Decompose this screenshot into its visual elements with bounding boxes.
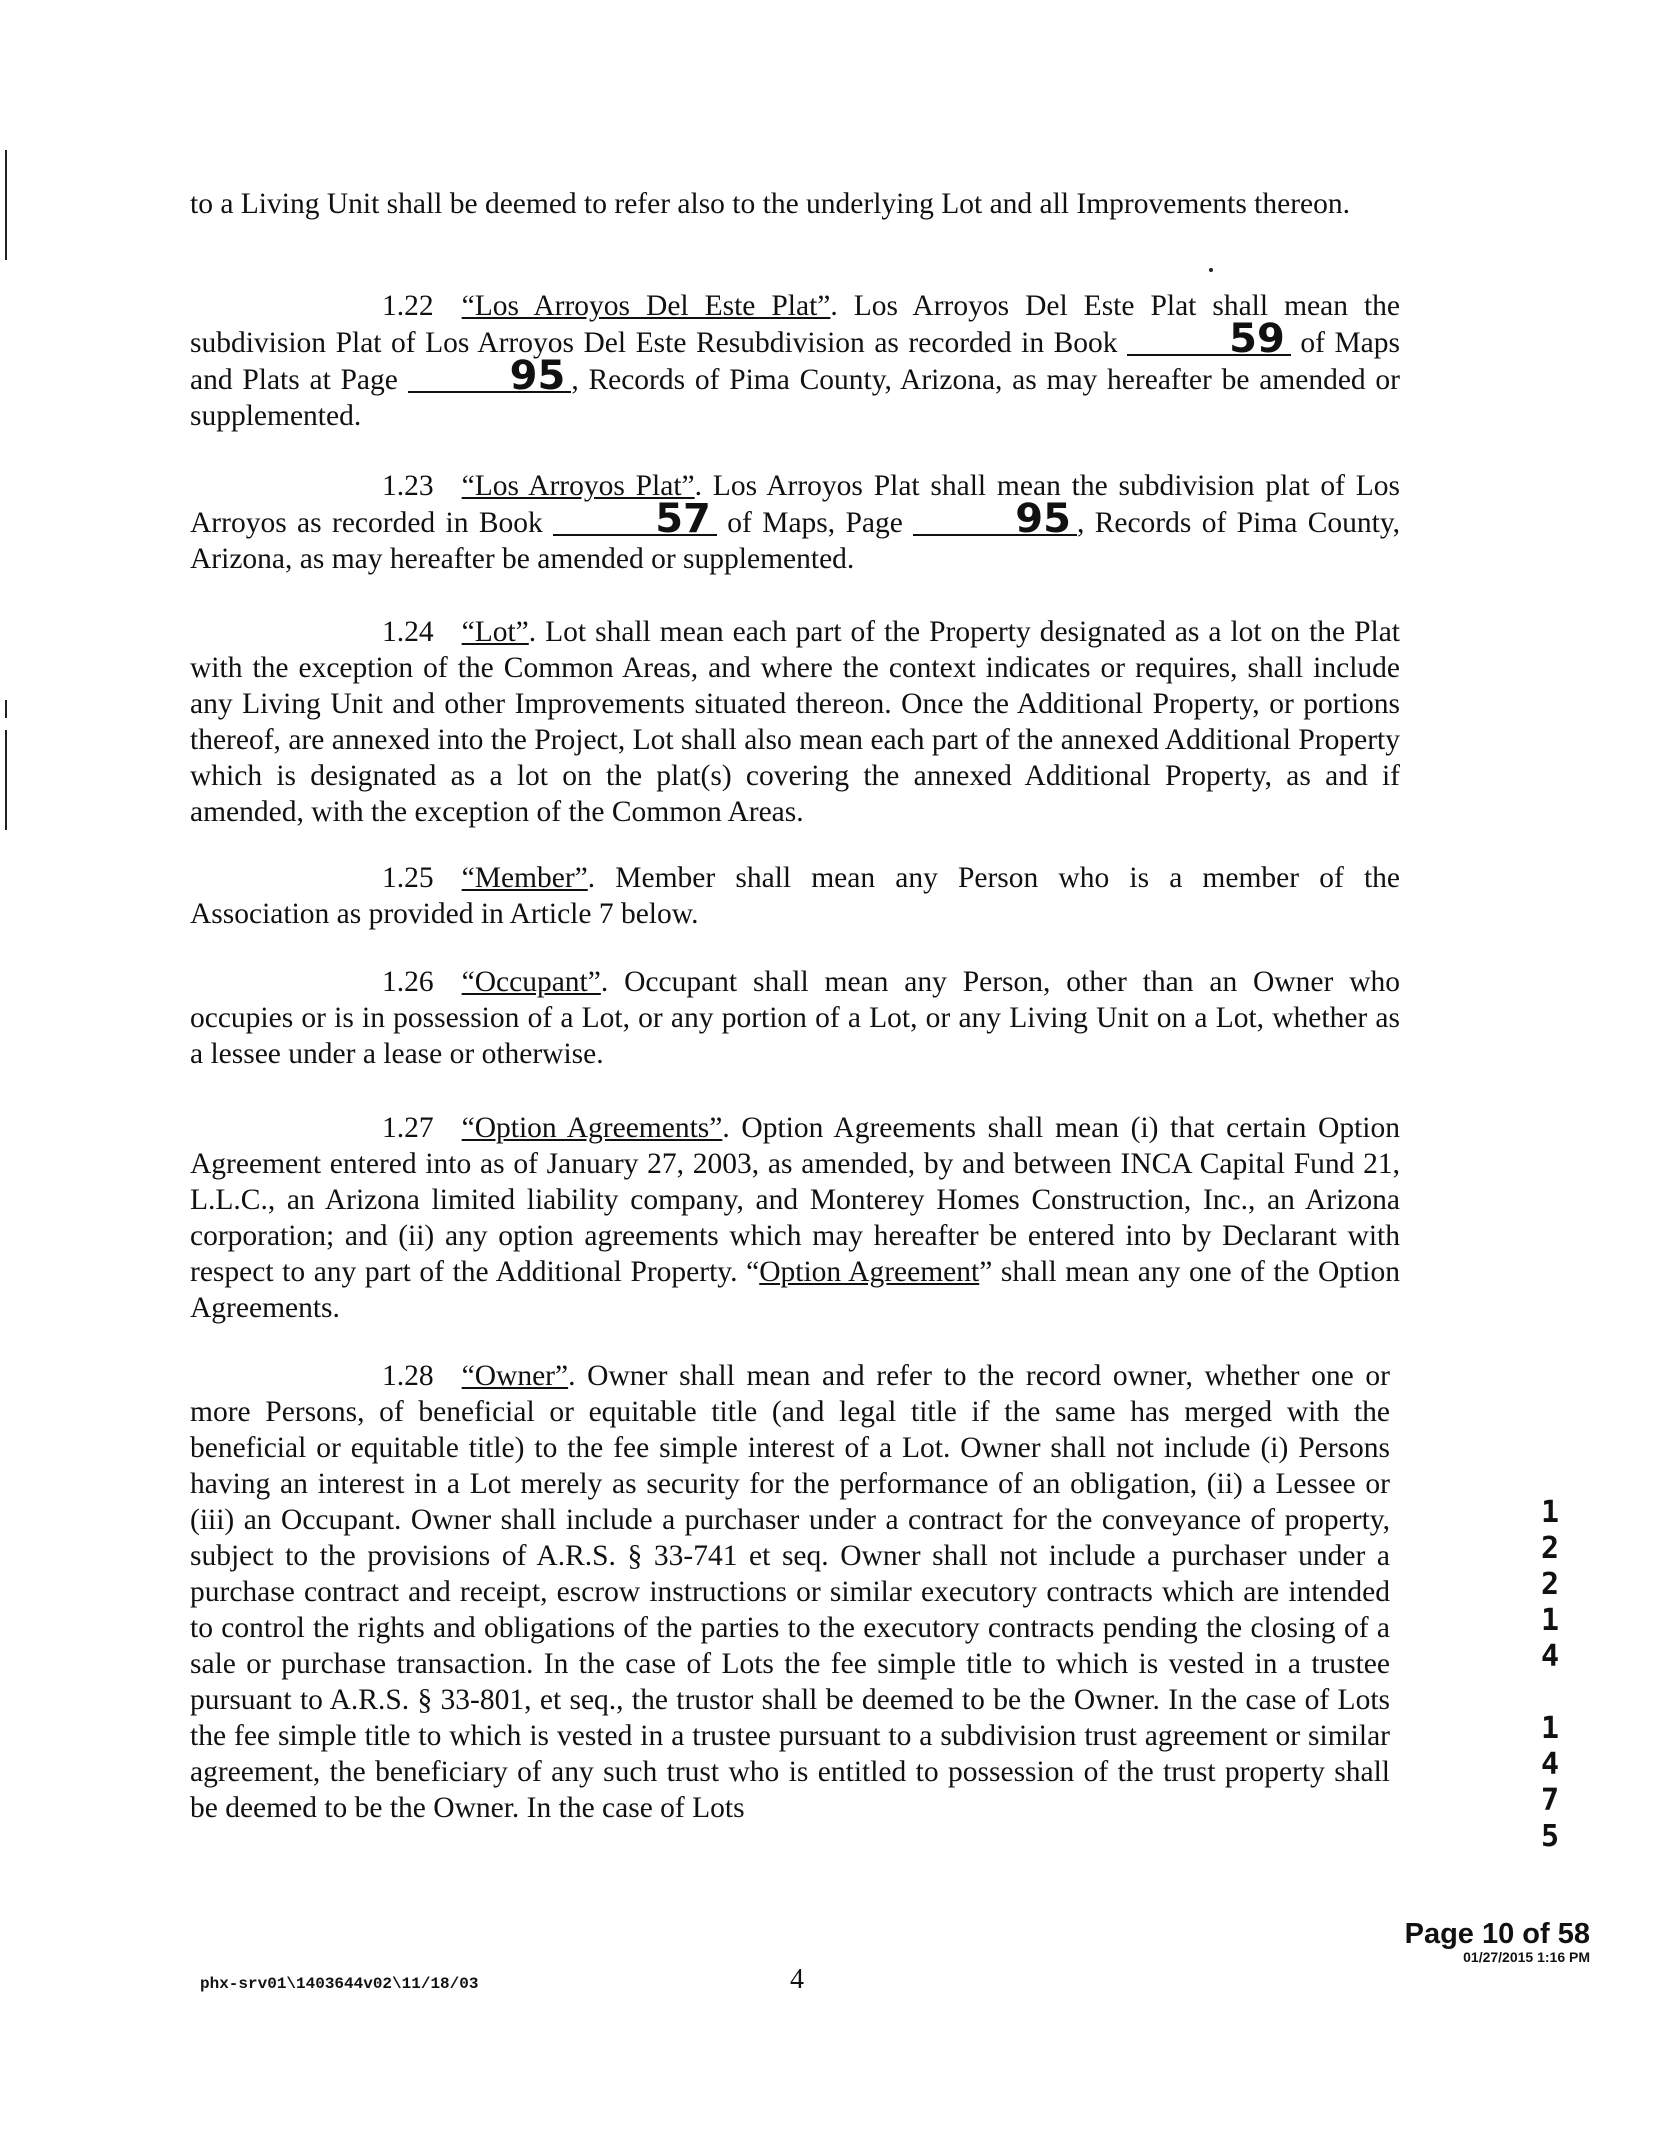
paragraph-text: to a Living Unit shall be deemed to refer also to the underlying Lot and all Improvements thereon. bbox=[190, 188, 1351, 220]
recording-number-vertical bbox=[1530, 1495, 1570, 1855]
paragraph-text: of Maps and Plats at Page bbox=[190, 327, 1400, 396]
defined-term: “Occupant” bbox=[461, 966, 601, 998]
paragraph-1-28 bbox=[190, 1358, 1390, 1826]
paragraph-1-27 bbox=[190, 1110, 1400, 1326]
paragraph-text: . Member shall mean any Person who is a member of the Association as provided in Article 7 below. bbox=[190, 862, 1400, 930]
document-id: phx-srv01\1403644v02\11/18/03 bbox=[200, 1975, 479, 1993]
recording-digit: 1 bbox=[1540, 1711, 1560, 1746]
page-number: 4 bbox=[790, 1964, 804, 1995]
page-of-label: Page 10 of 58 bbox=[1404, 1918, 1590, 1950]
paragraph-text: ” shall mean any one of the Option Agreements. bbox=[190, 1256, 1400, 1324]
paragraph-text: , Records of Pima County, Arizona, as may hereafter be amended or supplemented. bbox=[190, 507, 1401, 575]
defined-term: “Los Arroyos Plat” bbox=[461, 470, 695, 502]
paragraph-1-25 bbox=[190, 860, 1400, 932]
page-stamp bbox=[1390, 1918, 1590, 1965]
paragraph-continuation bbox=[190, 186, 1400, 222]
recording-digit: 4 bbox=[1540, 1639, 1560, 1674]
defined-term: “Member” bbox=[461, 862, 588, 894]
handwritten-book-number: 59 bbox=[1127, 324, 1291, 356]
recording-digit: 4 bbox=[1540, 1747, 1560, 1782]
paragraph-text: . Los Arroyos Plat shall mean the subdivision plat of Los Arroyos as recorded in Book bbox=[190, 470, 1400, 539]
recording-digit: 7 bbox=[1540, 1783, 1560, 1818]
paragraph-1-23 bbox=[190, 468, 1400, 577]
handwritten-page-number: 95 bbox=[913, 504, 1077, 536]
paragraph-1-22 bbox=[190, 288, 1400, 434]
scan-speck bbox=[1209, 268, 1213, 272]
paragraph-1-26 bbox=[190, 964, 1400, 1072]
recording-digit: 1 bbox=[1540, 1603, 1560, 1638]
recording-digit: 5 bbox=[1540, 1819, 1560, 1854]
section-number: 1.23 bbox=[382, 470, 434, 502]
handwritten-page-number: 95 bbox=[408, 361, 572, 393]
paragraph-text: . Owner shall mean and refer to the record owner, whether one or more Persons, of beneficial or equitable title (and legal title if the same has merged with the beneficial or equitable title) to the fee simple interest of a Lot. Owner shall not include (i) Persons having an interest in a Lot merely as security for the performance of an obligation, (ii) a Lessee or (iii) an Occupant. Owner shall include a purchaser under a contract for the conveyance of property, subject to the provisions of A.R.S. § 33-741 et seq. Owner shall not include a purchaser under a purchase contract and receipt, escrow instructions or similar executory contracts which are intended to control the rights and obligations of the parties to the executory contracts pending the closing of a sale or purchase transaction. In the case of Lots the fee simple title to which is vested in a trustee pursuant to A.R.S. § 33-801, et seq., the trustor shall be deemed to be the Owner. In the case of Lots the fee simple title to which is vested in a trustee pursuant to a subdivision trust agreement or similar agreement, the beneficiary of any such trust who is entitled to possession of the trust property shall be deemed to be the Owner. In the case of Lots bbox=[190, 1360, 1390, 1824]
paragraph-1-24 bbox=[190, 614, 1400, 830]
defined-term: “Option Agreements” bbox=[461, 1112, 723, 1144]
paragraph-text: . Los Arroyos Del Este Plat shall mean the subdivision Plat of Los Arroyos Del Este Resubdivision as recorded in Book bbox=[190, 290, 1400, 359]
section-number: 1.24 bbox=[382, 616, 434, 648]
defined-term: “Owner” bbox=[461, 1360, 569, 1392]
recording-digit: 2 bbox=[1540, 1567, 1560, 1602]
section-number: 1.28 bbox=[382, 1360, 434, 1392]
scan-margin-line bbox=[5, 150, 7, 260]
section-number: 1.22 bbox=[382, 290, 434, 322]
paragraph-text: , Records of Pima County, Arizona, as may hereafter be amended or supplemented. bbox=[190, 364, 1401, 432]
defined-term: “Lot” bbox=[461, 616, 529, 648]
paragraph-text: of Maps, Page bbox=[727, 507, 903, 539]
recording-gap bbox=[1530, 1675, 1570, 1711]
section-number: 1.27 bbox=[382, 1112, 434, 1144]
section-number: 1.25 bbox=[382, 862, 434, 894]
print-timestamp: 01/27/2015 1:16 PM bbox=[1463, 1949, 1590, 1965]
defined-term: Option Agreement bbox=[759, 1256, 980, 1288]
recording-digit: 1 bbox=[1540, 1495, 1560, 1530]
defined-term: “Los Arroyos Del Este Plat” bbox=[461, 290, 831, 322]
section-number: 1.26 bbox=[382, 966, 434, 998]
paragraph-text: . Option Agreements shall mean (i) that certain Option Agreement entered into as of January 27, 2003, as amended, by and between INCA Capital Fund 21, L.L.C., an Arizona limited liability company, and Monterey Homes Construction, Inc., an Arizona corporation; and (ii) any option agreements which may hereafter be entered into by Declarant with respect to any part of the Additional Property. “ bbox=[190, 1112, 1400, 1288]
recording-digit: 2 bbox=[1540, 1531, 1560, 1566]
scan-margin-line bbox=[5, 700, 7, 718]
handwritten-book-number: 57 bbox=[553, 504, 717, 536]
paragraph-text: . Occupant shall mean any Person, other than an Owner who occupies or is in possession of a Lot, or any portion of a Lot, or any Living Unit on a Lot, whether as a lessee under a lease or otherwise. bbox=[190, 966, 1400, 1070]
scan-margin-line bbox=[5, 730, 7, 830]
paragraph-text: . Lot shall mean each part of the Property designated as a lot on the Plat with the exception of the Common Areas, and where the context indicates or requires, shall include any Living Unit and other Improvements situated thereon. Once the Additional Property, or portions thereof, are annexed into the Project, Lot shall also mean each part of the annexed Additional Property which is designated as a lot on the plat(s) covering the annexed Additional Property, as and if amended, with the exception of the Common Areas. bbox=[190, 616, 1400, 828]
